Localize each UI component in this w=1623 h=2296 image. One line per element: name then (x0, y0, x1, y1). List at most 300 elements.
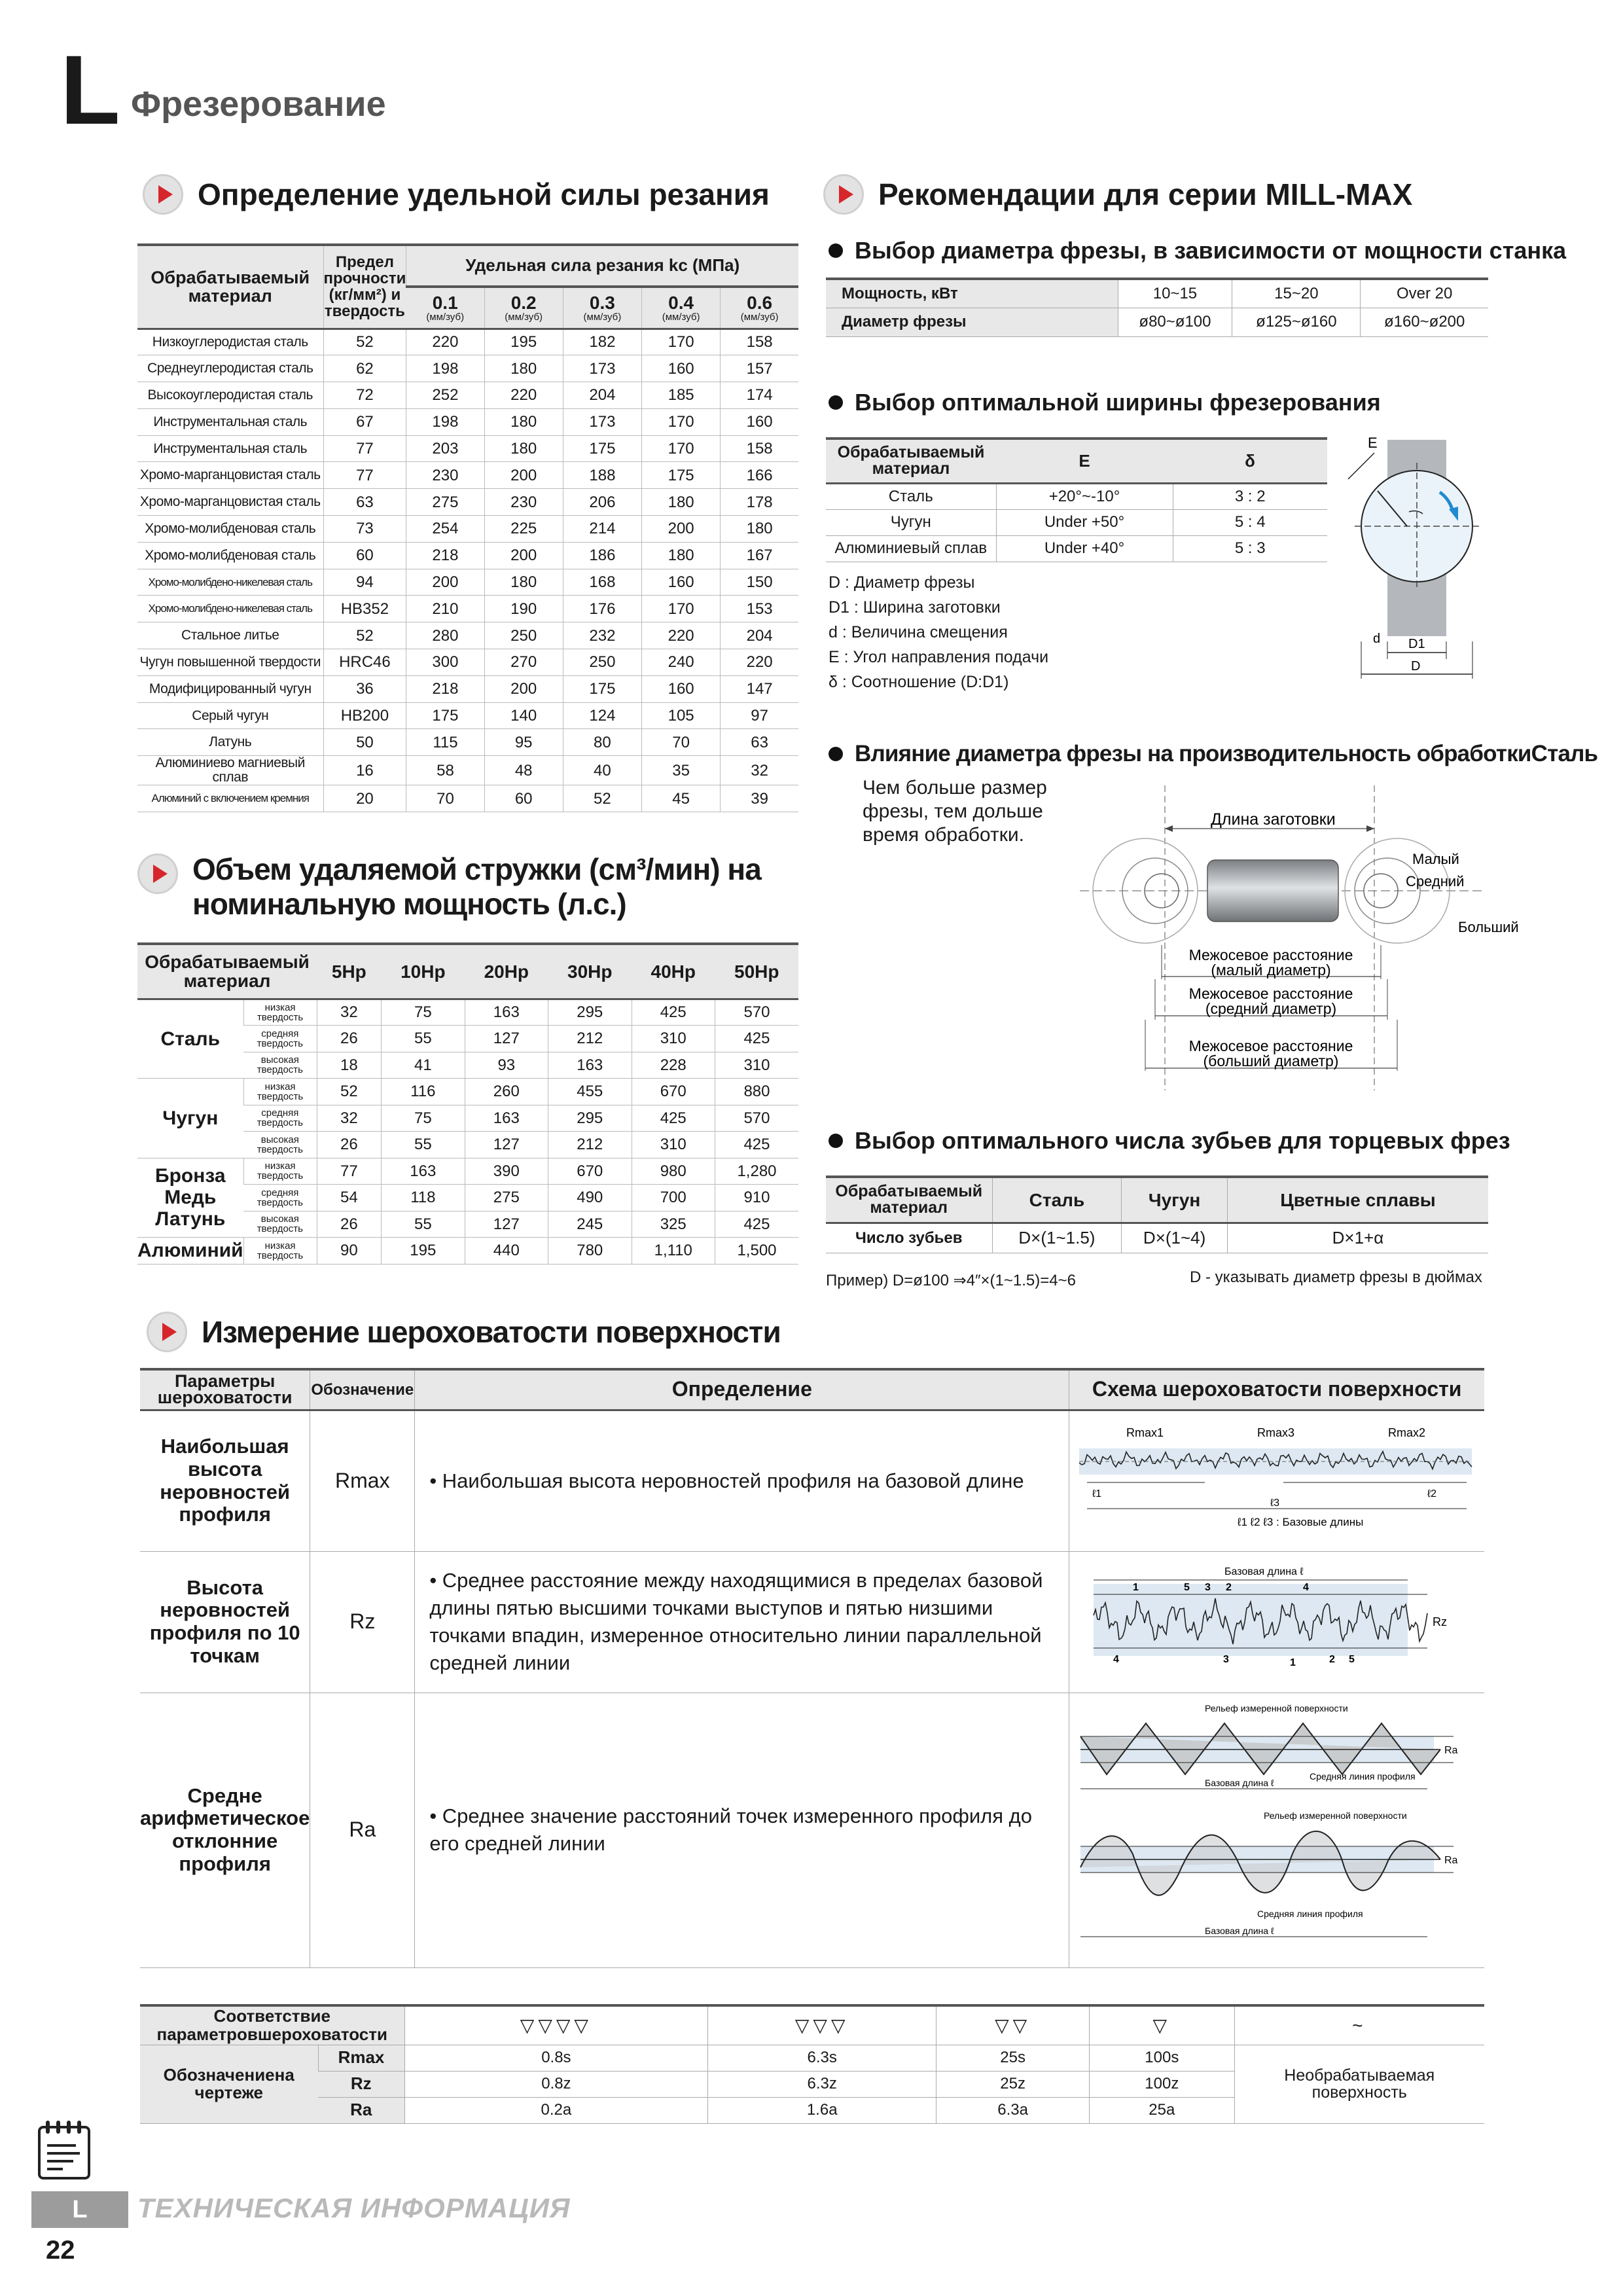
kc-value: 158 (721, 329, 798, 355)
kc-strength: 77 (323, 435, 406, 462)
ra-mean-label-1: Средняя линия профиля (1310, 1771, 1416, 1782)
vol-hardness: низкая твердость (243, 1158, 317, 1185)
kc-value: 176 (563, 596, 641, 622)
vol-hardness: средняя твердость (243, 1185, 317, 1211)
kc-material: Латунь (137, 729, 323, 756)
vol-value: 910 (715, 1185, 798, 1211)
kc-value: 52 (563, 785, 641, 812)
kc-value: 200 (484, 462, 563, 489)
cutter-diameter-diagram (1073, 783, 1519, 1103)
diagram-label-dd: D (1411, 659, 1421, 673)
kc-value: 147 (721, 675, 798, 702)
vol-value: 260 (465, 1079, 548, 1105)
width-e: Under +50° (996, 509, 1173, 535)
vol-value: 295 (548, 1105, 632, 1132)
kc-feed-header (484, 287, 563, 329)
corr-cell: 100z (1090, 2071, 1234, 2097)
teeth-cell: D×(1~1.5) (992, 1223, 1122, 1253)
kc-value: 157 (721, 355, 798, 382)
vol-hp-header: 5Hp (317, 944, 382, 999)
kc-material: Инструментальная сталь (137, 435, 323, 462)
ra-relief-label-2: Рельеф измеренной поверхности (1264, 1810, 1407, 1821)
kc-value: 240 (642, 649, 721, 676)
corr-param: Rmax (318, 2045, 404, 2071)
vol-hp-header: 20Hp (465, 944, 548, 999)
vol-title-line1: Объем удаляемой стружки (см³/мин) на (192, 852, 761, 886)
kc-value: 166 (721, 462, 798, 489)
teeth-col-nonferrous: Цветные сплавы (1227, 1177, 1488, 1223)
corr-cell: 25z (936, 2071, 1090, 2097)
kc-material: Серый чугун (137, 702, 323, 729)
teeth-col-steel: Сталь (992, 1177, 1122, 1223)
kc-feed-value: 0.6 (747, 292, 773, 313)
kc-value: 180 (484, 355, 563, 382)
kc-value: 48 (484, 756, 563, 785)
width-col-material: Обрабатываемый материал (826, 439, 996, 483)
teeth-table (826, 1175, 1488, 1253)
vol-hardness: низкая твердость (243, 1079, 317, 1105)
play-bullet-icon (147, 1312, 187, 1352)
rz-diagram-cell (1069, 1551, 1484, 1693)
corr-cell: 6.3a (936, 2097, 1090, 2123)
kc-value: 115 (406, 729, 484, 756)
vol-value: 310 (715, 1052, 798, 1079)
vol-material-name: Латунь (155, 1208, 226, 1230)
vol-hardness: высокая твердость (243, 1052, 317, 1079)
kc-value: 174 (721, 382, 798, 409)
corr-designation: Обозначениена чертеже (140, 2045, 318, 2123)
corr-symbol: ▽▽▽▽ (404, 2005, 708, 2045)
kc-value: 160 (721, 408, 798, 435)
rough-col-diagram: Схема шероховатости поверхности (1069, 1369, 1484, 1410)
vol-value: 163 (382, 1158, 465, 1185)
rz-valley-number: 2 (1329, 1654, 1336, 1666)
vol-value: 425 (632, 999, 715, 1026)
kc-strength: HB200 (323, 702, 406, 729)
kc-value: 200 (406, 569, 484, 596)
vol-value: 75 (382, 999, 465, 1026)
vol-value: 93 (465, 1052, 548, 1079)
footer-chapter-tab: L (31, 2191, 128, 2228)
kc-value: 97 (721, 702, 798, 729)
kc-material: Модифицированный чугун (137, 675, 323, 702)
kc-material: Алюминий с включением кремния (137, 785, 323, 812)
vol-value: 295 (548, 999, 632, 1026)
vol-hardness: низкая твердость (243, 999, 317, 1026)
kc-value: 232 (563, 622, 641, 649)
roughness-table (140, 1368, 1484, 1968)
kc-value: 160 (642, 355, 721, 382)
vol-value: 41 (382, 1052, 465, 1079)
table-row (137, 1238, 798, 1265)
vol-value: 670 (548, 1158, 632, 1185)
dist-medium-2: (средний диаметр) (1205, 1000, 1337, 1017)
kc-value: 168 (563, 569, 641, 596)
ra-mean-label-2: Средняя линия профиля (1257, 1909, 1363, 1920)
table-row (137, 408, 798, 435)
kc-value: 180 (721, 516, 798, 543)
dist-small-2: (малый диаметр) (1211, 961, 1331, 978)
rz-peak-number: 4 (1303, 1582, 1310, 1594)
corr-param: Rz (318, 2071, 404, 2097)
kc-section-title: Определение удельной силы резания (198, 177, 770, 211)
kc-value: 198 (406, 408, 484, 435)
kc-value: 140 (484, 702, 563, 729)
kc-feed-header (563, 287, 641, 329)
vol-value: 55 (382, 1132, 465, 1158)
kc-feed-unit: (мм/зуб) (426, 312, 465, 323)
play-bullet-icon (143, 174, 183, 215)
power-cell: Over 20 (1361, 279, 1488, 308)
kc-feed-unit: (мм/зуб) (505, 312, 543, 323)
kc-value: 60 (484, 785, 563, 812)
kc-value: 170 (642, 596, 721, 622)
table-row (137, 999, 798, 1026)
vol-hp-header: 50Hp (715, 944, 798, 999)
kc-value: 204 (721, 622, 798, 649)
width-material: Алюминиевый сплав (826, 535, 996, 562)
teeth-note-inches: D - указывать диаметр фрезы в дюймах (1190, 1268, 1482, 1286)
kc-value: 220 (484, 382, 563, 409)
vol-material-group (137, 1158, 243, 1238)
kc-value: 178 (721, 489, 798, 516)
table-row (137, 622, 798, 649)
diameter-text-line: фрезы, тем дольше (863, 800, 1043, 822)
corr-symbol: ▽ (1090, 2005, 1234, 2045)
width-material: Чугун (826, 509, 996, 535)
vol-value: 163 (465, 999, 548, 1026)
kc-value: 158 (721, 435, 798, 462)
kc-value: 153 (721, 596, 798, 622)
vol-value: 325 (632, 1211, 715, 1238)
vol-value: 670 (632, 1079, 715, 1105)
kc-strength: 77 (323, 462, 406, 489)
width-delta: 3 : 2 (1173, 483, 1327, 509)
rz-peak-number: 5 (1184, 1582, 1190, 1594)
play-bullet-icon (823, 174, 864, 215)
vol-material-name: Бронза (155, 1165, 226, 1187)
kc-value: 105 (642, 702, 721, 729)
vol-value: 26 (317, 1026, 382, 1052)
vol-value: 195 (382, 1238, 465, 1265)
width-table (826, 437, 1327, 562)
rz-valley-number: 1 (1290, 1657, 1296, 1669)
kc-strength: 50 (323, 729, 406, 756)
vol-section-heading (137, 852, 761, 922)
rz-base-label: Базовая длина ℓ (1224, 1566, 1304, 1578)
kc-value: 225 (484, 516, 563, 543)
kc-feed-value: 0.3 (589, 292, 615, 313)
kc-feed-value: 0.1 (432, 292, 458, 313)
label-large: Больший (1458, 919, 1519, 935)
teeth-cell: D×(1~4) (1122, 1223, 1228, 1253)
vol-value: 490 (548, 1185, 632, 1211)
kc-col-material: Обрабатываемый материал (137, 245, 323, 329)
kc-strength: HRC46 (323, 649, 406, 676)
width-delta: 5 : 4 (1173, 509, 1327, 535)
kc-value: 204 (563, 382, 641, 409)
dist-small-1: Межосевое расстояние (1188, 946, 1353, 963)
kc-strength: 63 (323, 489, 406, 516)
diagram-label-e: E (1368, 435, 1378, 451)
vol-value: 1,280 (715, 1158, 798, 1185)
kc-material: Низкоуглеродистая сталь (137, 329, 323, 355)
kc-value: 250 (484, 622, 563, 649)
teeth-col-iron: Чугун (1122, 1177, 1228, 1223)
vol-value: 455 (548, 1079, 632, 1105)
kc-value: 167 (721, 542, 798, 569)
dist-medium-1: Межосевое расстояние (1188, 985, 1353, 1002)
kc-strength: 36 (323, 675, 406, 702)
kc-feed-unit: (мм/зуб) (740, 312, 779, 323)
corr-cell: 0.8s (404, 2045, 708, 2071)
vol-value: 310 (632, 1026, 715, 1052)
corr-symbol: ~ (1234, 2005, 1484, 2045)
table-row (137, 435, 798, 462)
millmax-section-heading (823, 174, 1412, 215)
power-subheading (829, 237, 1566, 264)
label-small: Малый (1412, 851, 1459, 867)
vol-hardness: средняя твердость (243, 1105, 317, 1132)
kc-value: 39 (721, 785, 798, 812)
dist-large-1: Межосевое расстояние (1188, 1037, 1353, 1054)
kc-value: 300 (406, 649, 484, 676)
table-row (137, 355, 798, 382)
roughness-title: Измерение шероховатости поверхности (202, 1314, 781, 1349)
kc-value: 40 (563, 756, 641, 785)
vol-hardness: высокая твердость (243, 1211, 317, 1238)
kc-value: 175 (563, 675, 641, 702)
kc-material: Хромо-молибдено-никелевая сталь (137, 569, 323, 596)
kc-value: 198 (406, 355, 484, 382)
l3-label: ℓ3 (1270, 1497, 1280, 1509)
kc-value: 175 (563, 435, 641, 462)
teeth-subheading (829, 1127, 1510, 1155)
rmax3-label: Rmax3 (1257, 1426, 1295, 1439)
kc-value: 185 (642, 382, 721, 409)
rough-param-name: Высота неровностей профиля по 10 точкам (140, 1551, 310, 1693)
diameter-cell: ø160~ø200 (1361, 308, 1488, 336)
kc-material: Чугун повышенной твердости (137, 649, 323, 676)
legend-line: d : Величина смещения (829, 623, 1008, 641)
rmax1-label: Rmax1 (1126, 1426, 1164, 1439)
vol-hp-header: 10Hp (382, 944, 465, 999)
corr-cell: 6.3s (708, 2045, 936, 2071)
vol-value: 127 (465, 1132, 548, 1158)
ra-base-label-1: Базовая длина ℓ (1205, 1778, 1274, 1789)
rough-param-definition: • Среднее значение расстояний точек измеренного профиля до его средней линии (415, 1693, 1069, 1967)
teeth-note-example: Пример) D=ø100 ⇒4″×(1~1.5)=4~6 (826, 1272, 1076, 1289)
vol-value: 425 (715, 1026, 798, 1052)
kc-section-heading (143, 174, 770, 215)
vol-value: 980 (632, 1158, 715, 1185)
width-subheading (829, 389, 1381, 416)
kc-value: 195 (484, 329, 563, 355)
kc-value: 220 (406, 329, 484, 355)
kc-strength: 73 (323, 516, 406, 543)
rz-diagram (1074, 1558, 1480, 1682)
vol-value: 212 (548, 1026, 632, 1052)
rough-col-params: Параметры шероховатости (140, 1369, 310, 1410)
milling-width-diagram (1342, 433, 1499, 682)
vol-value: 54 (317, 1185, 382, 1211)
corr-symbol: ▽▽ (936, 2005, 1090, 2045)
kc-value: 35 (642, 756, 721, 785)
vol-value: 118 (382, 1185, 465, 1211)
width-e: +20°~-10° (996, 483, 1173, 509)
table-row (137, 729, 798, 756)
vol-material-group: Сталь (137, 999, 243, 1079)
table-row (137, 785, 798, 812)
kc-col-header: Удельная сила резания kc (МПа) (406, 245, 798, 287)
vol-value: 390 (465, 1158, 548, 1185)
kc-strength: 67 (323, 408, 406, 435)
diameter-subheading (829, 741, 1597, 767)
kc-strength: 94 (323, 569, 406, 596)
vol-value: 880 (715, 1079, 798, 1105)
ra-relief-label: Рельеф измеренной поверхности (1205, 1703, 1348, 1714)
kc-value: 63 (721, 729, 798, 756)
kc-value: 70 (642, 729, 721, 756)
kc-strength: HB352 (323, 596, 406, 622)
diameter-title: Влияние диаметра фрезы на производительность обработкиСталь (855, 741, 1598, 766)
kc-value: 150 (721, 569, 798, 596)
kc-material: Среднеуглеродистая сталь (137, 355, 323, 382)
vol-value: 425 (715, 1211, 798, 1238)
kc-value: 250 (563, 649, 641, 676)
vol-value: 228 (632, 1052, 715, 1079)
vol-value: 212 (548, 1132, 632, 1158)
table-row (137, 382, 798, 409)
corr-cell: 6.3z (708, 2071, 936, 2097)
kc-value: 95 (484, 729, 563, 756)
table-row (137, 596, 798, 622)
kc-table (137, 243, 798, 812)
vol-material-group: Чугун (137, 1079, 243, 1158)
kc-value: 170 (642, 329, 721, 355)
kc-material: Стальное литье (137, 622, 323, 649)
vol-value: 26 (317, 1211, 382, 1238)
l1-label: ℓ1 (1092, 1488, 1102, 1499)
kc-material: Алюминиево магниевый сплав (137, 756, 323, 785)
correspondence-table (140, 2004, 1484, 2124)
kc-value: 203 (406, 435, 484, 462)
bullet-dot-icon (829, 395, 843, 410)
vol-value: 440 (465, 1238, 548, 1265)
table-row (137, 756, 798, 785)
kc-value: 254 (406, 516, 484, 543)
kc-strength: 72 (323, 382, 406, 409)
legend-line: E : Угол направления подачи (829, 648, 1049, 666)
kc-material: Высокоуглеродистая сталь (137, 382, 323, 409)
vol-value: 1,110 (632, 1238, 715, 1265)
table-row (137, 649, 798, 676)
rough-param-definition: • Среднее расстояние между находящимися в пределах базовой длины пятью высшими точками выступов и пятью низшими точками впадин, измеренное относительно линии параллельной средней линии (415, 1551, 1069, 1693)
rough-param-symbol: Ra (310, 1693, 415, 1967)
footer-section-title: ТЕХНИЧЕСКАЯ ИНФОРМАЦИЯ (137, 2193, 571, 2223)
vol-value: 127 (465, 1026, 548, 1052)
kc-value: 160 (642, 569, 721, 596)
kc-value: 180 (484, 408, 563, 435)
l2-label: ℓ2 (1427, 1488, 1437, 1499)
ra-label-2: Ra (1444, 1855, 1458, 1867)
vol-value: 26 (317, 1132, 382, 1158)
ra-base-label-2: Базовая длина ℓ (1205, 1926, 1274, 1937)
vol-value: 18 (317, 1052, 382, 1079)
kc-value: 200 (642, 516, 721, 543)
legend-line: D1 : Ширина заготовки (829, 598, 1001, 617)
vol-value: 116 (382, 1079, 465, 1105)
kc-value: 170 (642, 408, 721, 435)
kc-feed-value: 0.4 (668, 292, 694, 313)
kc-value: 280 (406, 622, 484, 649)
table-row (137, 489, 798, 516)
width-title: Выбор оптимальной ширины фрезерования (855, 389, 1381, 416)
kc-value: 173 (563, 408, 641, 435)
roughness-section-heading (147, 1312, 781, 1352)
kc-strength: 20 (323, 785, 406, 812)
kc-material: Хромо-молибденовая сталь (137, 516, 323, 543)
ra-label-1: Ra (1444, 1745, 1458, 1757)
diagram-label-d1: D1 (1408, 637, 1425, 651)
table-row (137, 516, 798, 543)
width-col-delta: δ (1173, 439, 1327, 483)
rough-param-symbol: Rmax (310, 1410, 415, 1551)
kc-strength: 62 (323, 355, 406, 382)
table-row (137, 702, 798, 729)
width-e: Under +40° (996, 535, 1173, 562)
kc-feed-header (642, 287, 721, 329)
vol-hp-header: 40Hp (632, 944, 715, 999)
rz-label: Rz (1433, 1615, 1448, 1629)
corr-cell: 25a (1090, 2097, 1234, 2123)
kc-value: 173 (563, 355, 641, 382)
kc-value: 188 (563, 462, 641, 489)
kc-value: 200 (484, 542, 563, 569)
vol-value: 700 (632, 1185, 715, 1211)
vol-value: 32 (317, 999, 382, 1026)
corr-label: Соответствие параметровшероховатости (140, 2005, 404, 2045)
kc-value: 124 (563, 702, 641, 729)
diameter-cell: ø80~ø100 (1118, 308, 1232, 336)
kc-col-strength: Предел прочности (кг/мм²) и твердость (323, 245, 406, 329)
rz-valley-number: 3 (1223, 1654, 1230, 1666)
kc-value: 230 (484, 489, 563, 516)
bullet-dot-icon (829, 747, 843, 761)
page-title: Фрезерование (131, 84, 386, 124)
legend-line: D : Диаметр фрезы (829, 573, 975, 592)
notebook-icon (37, 2119, 92, 2181)
vol-value: 77 (317, 1158, 382, 1185)
table-row (137, 569, 798, 596)
kc-value: 206 (563, 489, 641, 516)
rough-param-definition: • Наибольшая высота неровностей профиля на базовой длине (415, 1410, 1069, 1551)
width-col-e: E (996, 439, 1173, 483)
dist-large-2: (больший диаметр) (1203, 1052, 1339, 1069)
vol-value: 425 (632, 1105, 715, 1132)
vol-value: 55 (382, 1211, 465, 1238)
vol-material-name: Медь (164, 1187, 217, 1209)
width-delta: 5 : 3 (1173, 535, 1327, 562)
teeth-col-material: Обрабатываемый материал (826, 1177, 992, 1223)
page-number: 22 (46, 2236, 75, 2265)
rmax-diagram (1074, 1417, 1480, 1541)
kc-value: 175 (642, 462, 721, 489)
kc-value: 80 (563, 729, 641, 756)
kc-value: 270 (484, 649, 563, 676)
corr-param: Ra (318, 2097, 404, 2123)
kc-value: 190 (484, 596, 563, 622)
